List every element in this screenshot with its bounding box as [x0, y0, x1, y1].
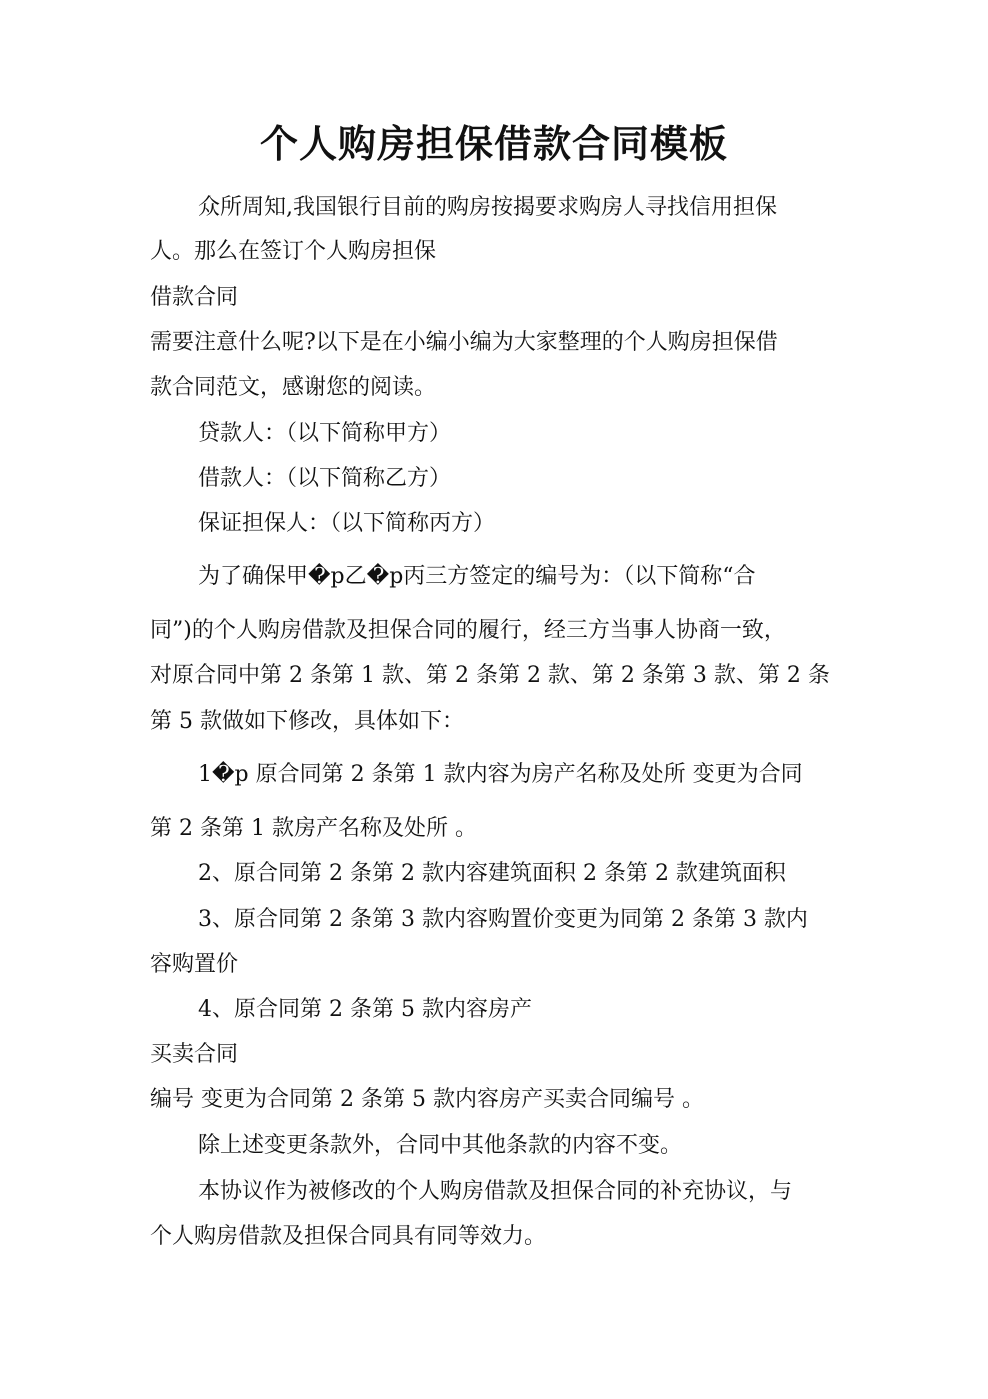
body-line: 众所周知,我国银行目前的购房按揭要求购房人寻找信用担保 [198, 195, 777, 220]
body-line: 除上述变更条款外，合同中其他条款的内容不变。 [198, 1133, 683, 1158]
body-line: 本协议作为被修改的个人购房借款及担保合同的补充协议，与 [198, 1179, 793, 1204]
body-line: 同”)的个人购房借款及担保合同的履行，经三方当事人协商一致， [150, 618, 786, 643]
body-line: 需要注意什么呢?以下是在小编小编为大家整理的个人购房担保借 [150, 330, 778, 355]
body-line: 个人购房借款及担保合同具有同等效力。 [150, 1224, 547, 1249]
body-line: 第 2 条第 1 款房产名称及处所 。 [150, 816, 477, 841]
body-line: 款合同范文，感谢您的阅读。 [150, 375, 437, 400]
body-line: 第 5 款做如下修改，具体如下： [150, 709, 464, 734]
body-line: 4、原合同第 2 条第 5 款内容房产 [198, 997, 532, 1022]
body-line: 人。那么在签订个人购房担保 [150, 239, 437, 264]
body-line: 为了确保甲�p乙�p丙三方签定的编号为：（以下简称“合 [198, 564, 756, 589]
body-line: 编号 变更为合同第 2 条第 5 款内容房产买卖合同编号 。 [150, 1087, 704, 1112]
body-line: 保证担保人：（以下简称丙方） [198, 511, 496, 536]
body-line: 2、原合同第 2 条第 2 款内容建筑面积 2 条第 2 款建筑面积 [198, 861, 786, 886]
body-line: 贷款人：（以下简称甲方） [198, 421, 452, 446]
body-line: 借款人：（以下简称乙方） [198, 466, 452, 491]
body-line: 1�p 原合同第 2 条第 1 款内容为房产名称及处所 变更为合同 [198, 762, 803, 787]
body-line: 对原合同中第 2 条第 1 款、第 2 条第 2 款、第 2 条第 3 款、第 2 条 [150, 663, 830, 688]
body-line: 借款合同 [150, 285, 239, 310]
body-line: 买卖合同 [150, 1042, 239, 1067]
document-title: 个人购房担保借款合同模板 [259, 121, 728, 166]
body-line: 3、原合同第 2 条第 3 款内容购置价变更为同第 2 条第 3 款内 [198, 907, 808, 932]
body-line: 容购置价 [150, 952, 239, 977]
